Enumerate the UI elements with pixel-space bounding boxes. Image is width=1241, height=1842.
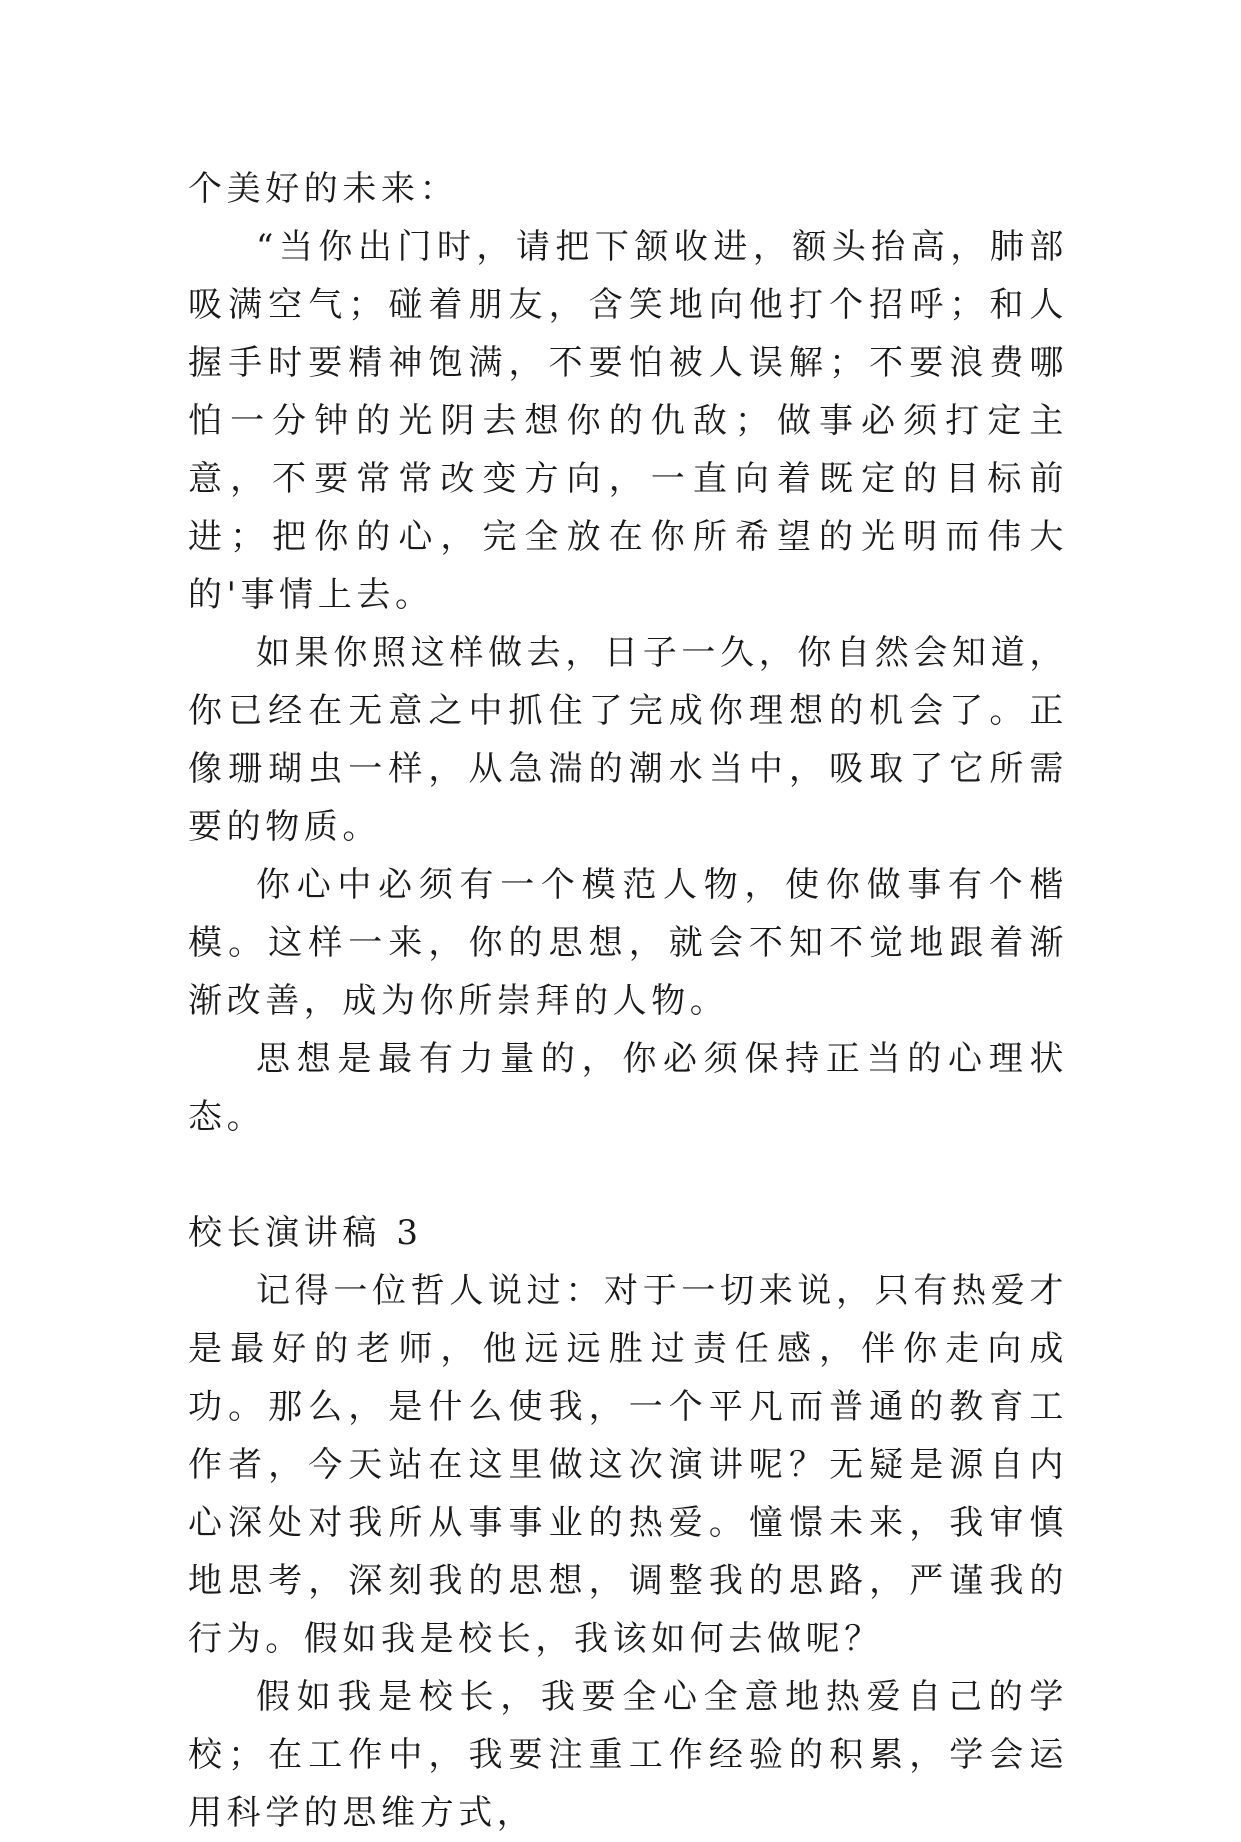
- paragraph-coral: 如果你照这样做去，日子一久，你自然会知道，你已经在无意之中抓住了完成你理想的机会了。正像珊瑚虫一样，从急湍的潮水当中，吸取了它所需要的物质。: [188, 633, 1068, 847]
- section-spacer: [188, 1146, 1068, 1204]
- paragraph-philosopher: 记得一位哲人说过：对于一切来说，只有热爱才是最好的老师，他远远胜过责任感，伴你走向成功。那么，是什么使我，一个平凡而普通的教育工作者，今天站在这里做这次演讲呢？无疑是源自内心深处对我所从事事业的热爱。憧憬未来，我审慎地思考，深刻我的思想，调整我的思路，严谨我的行为。假如我是校长，我该如何去做呢？: [188, 1271, 1068, 1659]
- paragraph-continuation: 个美好的未来：: [188, 169, 459, 209]
- paragraph-if-principal: 假如我是校长，我要全心全意地热爱自己的学校；在工作中，我要注重工作经验的积累，学会运用科学的思维方式，: [188, 1677, 1068, 1833]
- paragraph-quote: “当你出门时，请把下颔收进，额头抬高，肺部吸满空气；碰着朋友，含笑地向他打个招呼；和人握手时要精神饱满，不要怕被人误解；不要浪费哪怕一分钟的光阴去想你的仇敌；做事必须打定主意，不要常常改变方向，一直向着既定的目标前进；把你的心，完全放在你所希望的光明而伟大的'事情上去。: [188, 227, 1068, 615]
- paragraph-thought: 思想是最有力量的，你必须保持正当的心理状态。: [188, 1039, 1068, 1137]
- document-body: [188, 160, 1068, 1842]
- paragraph-role-model: 你心中必须有一个模范人物，使你做事有个楷模。这样一来，你的思想，就会不知不觉地跟着渐渐改善，成为你所崇拜的人物。: [188, 865, 1068, 1021]
- section-heading: 校长演讲稿 3: [188, 1213, 423, 1253]
